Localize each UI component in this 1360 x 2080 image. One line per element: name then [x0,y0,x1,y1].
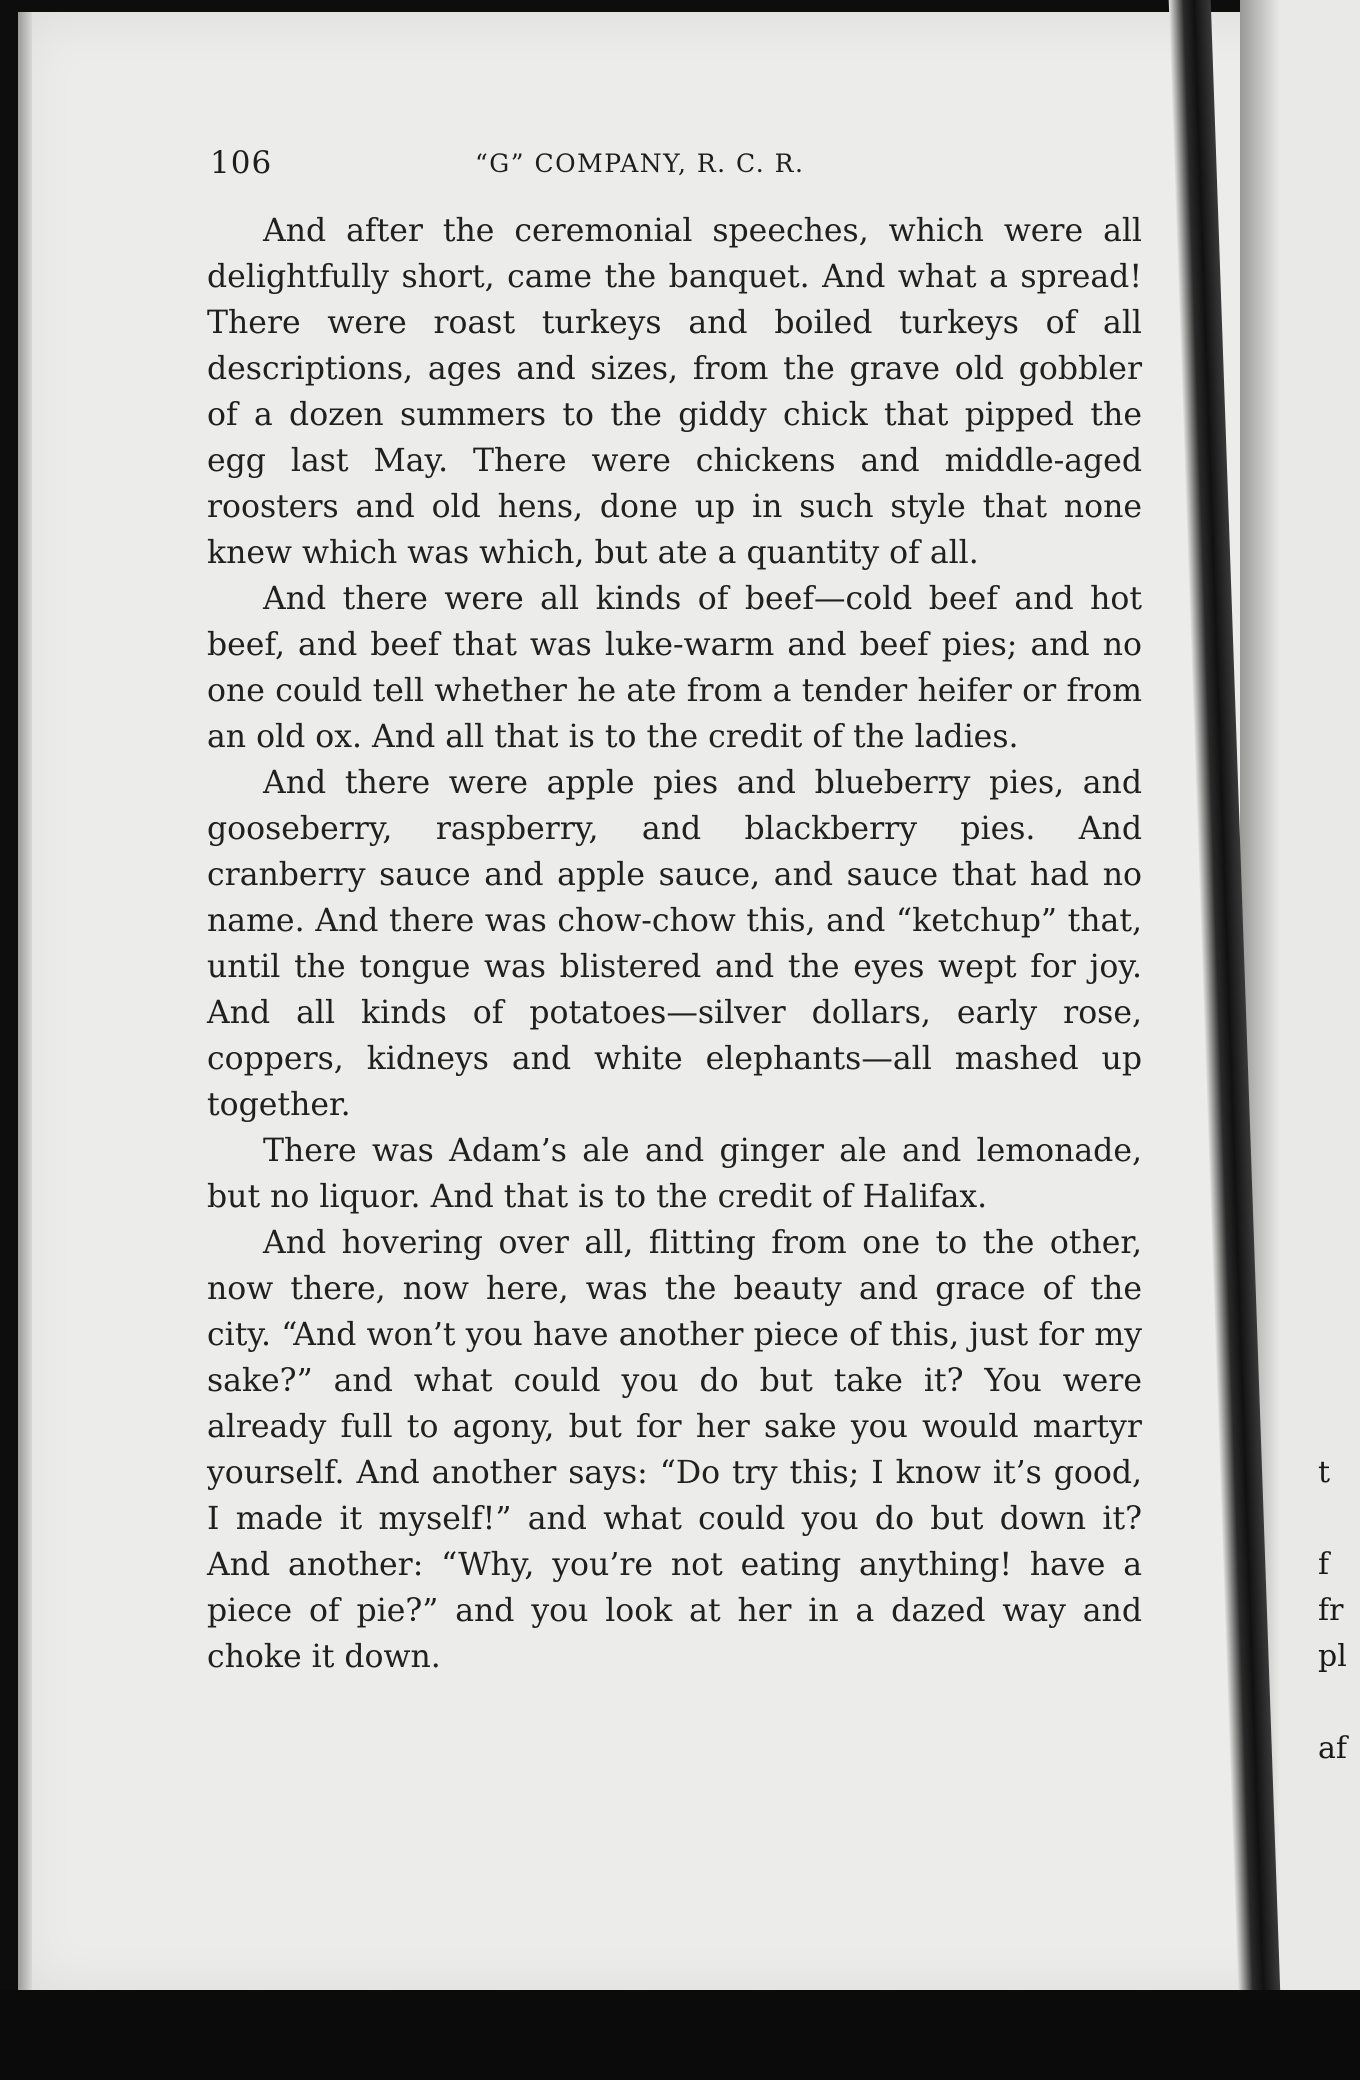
next-page-text-fragments [1318,1450,1360,1772]
paragraph: There was Adam’s ale and ginger ale and lemonade, but no liquor. And that is to the credit of Halifax. [207,1133,1142,1215]
paragraph: And there were all kinds of beef—cold beef and hot beef, and beef that was luke-warm and beef pies; and no one could tell whether he ate from a tender heifer or from an old ox. And all that is to the credit of the ladies. [207,581,1142,755]
page-edge [18,12,32,1997]
running-head [210,145,890,185]
body-text [207,208,1142,1680]
running-title: “G” COMPANY, R. C. R. [475,149,805,178]
fragment-line: af [1318,1731,1347,1766]
fragment-line: f [1318,1547,1330,1582]
paragraph: And hovering over all, flitting from one to the other, now there, now here, was the beauty and grace of the city. “And won’t you have another piece of this, just for my sake?” and what could you do but take it? You were already full to agony, but for her sake you would martyr yourself. And another says: “Do try this; I know it’s good, I made it myself!” and what could you do but down it? And another: “Why, you’re not eating anything! have a piece of pie?” and you look at her in a dazed way and choke it down. [207,1225,1142,1675]
fragment-line: t [1318,1455,1331,1490]
fragment-line [1318,1680,1360,1726]
page-number: 106 [210,145,273,181]
paragraph: And there were apple pies and blueberry pies, and gooseberry, raspberry, and blackberry pies. And cranberry sauce and apple sauce, and sauce that had no name. And there was chow-chow this, and “ketchup” that, until the tongue was blistered and the eyes wept for joy. And all kinds of potatoes—silver dollars, early rose, coppers, kidneys and white elephants—all mashed up together. [207,765,1142,1123]
paragraph: And after the ceremonial speeches, which were all delightfully short, came the banquet. And what a spread! There were roast turkeys and boiled turkeys of all descriptions, ages and sizes, from the grave old gobbler of a dozen summers to the giddy chick that pipped the egg last May. There were chickens and middle-aged roosters and old hens, done up in such style that none knew which was which, but ate a quantity of all. [207,213,1142,571]
fragment-line: pl [1318,1639,1347,1674]
scan-border [0,1990,1360,2080]
fragment-line [1318,1496,1360,1542]
fragment-line: fr [1318,1593,1344,1628]
